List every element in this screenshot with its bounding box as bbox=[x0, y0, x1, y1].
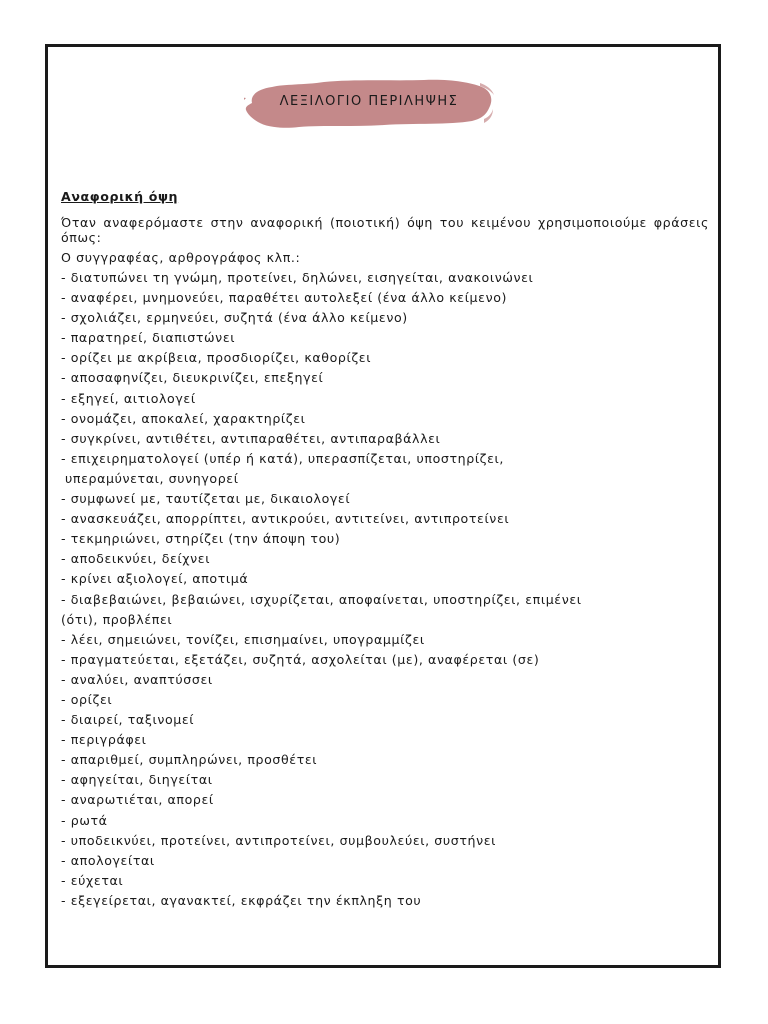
phrase-item bbox=[61, 529, 709, 549]
phrase-text: - απολογείται bbox=[61, 852, 155, 868]
intro-paragraph: Όταν αναφερόμαστε στην αναφορική (ποιοτική) όψη του κειμένου χρησιμοποιούμε φράσεις όπως: bbox=[61, 215, 709, 245]
phrase-item bbox=[61, 630, 709, 650]
phrase-text: - ορίζει με ακρίβεια, προσδιορίζει, καθορίζει bbox=[61, 350, 372, 366]
phrase-text: - αποσαφηνίζει, διευκρινίζει, επεξηγεί bbox=[61, 370, 324, 386]
phrase-text: - εύχεται bbox=[61, 872, 124, 888]
phrase-text: - ονομάζει, αποκαλεί, χαρακτηρίζει bbox=[61, 410, 306, 426]
phrase-item bbox=[61, 409, 709, 429]
phrase-item bbox=[61, 328, 709, 348]
phrase-text: - κρίνει αξιολογεί, αποτιμά bbox=[61, 571, 249, 587]
phrase-item bbox=[61, 308, 709, 328]
phrase-text: - ορίζει bbox=[61, 691, 113, 707]
section-heading: Αναφορική όψη bbox=[61, 189, 179, 204]
phrase-item bbox=[61, 750, 709, 770]
phrase-text: - υποδεικνύει, προτείνει, αντιπροτείνει, συμβουλεύει, συστήνει bbox=[61, 832, 497, 848]
phrase-text: - αναφέρει, μνημονεύει, παραθέτει αυτολεξεί (ένα άλλο κείμενο) bbox=[61, 290, 508, 306]
phrase-item bbox=[61, 811, 709, 831]
phrase-text: - διαιρεί, ταξινομεί bbox=[61, 712, 195, 728]
phrase-text: - παρατηρεί, διαπιστώνει bbox=[61, 330, 236, 346]
phrase-text: - περιγράφει bbox=[61, 732, 147, 748]
document-body bbox=[61, 187, 709, 911]
phrase-list bbox=[61, 268, 709, 911]
phrase-text: - εξηγεί, αιτιολογεί bbox=[61, 390, 196, 406]
phrase-item bbox=[61, 268, 709, 288]
phrase-item bbox=[61, 831, 709, 851]
phrase-item bbox=[61, 429, 709, 449]
phrase-text: - λέει, σημειώνει, τονίζει, επισημαίνει, υπογραμμίζει bbox=[61, 631, 425, 647]
phrase-text: - αναλύει, αναπτύσσει bbox=[61, 671, 213, 687]
phrase-item bbox=[61, 650, 709, 670]
page-title: ΛΕΞΙΛΟΓΙΟ ΠΕΡΙΛΗΨΗΣ bbox=[279, 94, 459, 109]
phrase-text: - διατυπώνει τη γνώμη, προτείνει, δηλώνει, εισηγείται, ανακοινώνει bbox=[61, 270, 534, 285]
phrase-text: - πραγματεύεται, εξετάζει, συζητά, ασχολείται (με), αναφέρεται (σε) bbox=[61, 651, 540, 667]
phrase-text: - σχολιάζει, ερμηνεύει, συζητά (ένα άλλο κείμενο) bbox=[61, 310, 408, 326]
phrase-item bbox=[61, 509, 709, 529]
phrase-text: - αφηγείται, διηγείται bbox=[61, 772, 213, 788]
phrase-item bbox=[61, 288, 709, 308]
phrase-item bbox=[61, 348, 709, 368]
phrase-item bbox=[61, 389, 709, 409]
phrase-item bbox=[61, 790, 709, 810]
phrase-item bbox=[61, 549, 709, 569]
phrase-text: - επιχειρηματολογεί (υπέρ ή κατά), υπερασπίζεται, υποστηρίζει, bbox=[61, 450, 505, 466]
phrase-item bbox=[61, 871, 709, 891]
phrase-item bbox=[61, 368, 709, 388]
phrase-text: - ανασκευάζει, απορρίπτει, αντικρούει, αντιτείνει, αντιπροτείνει bbox=[61, 511, 510, 527]
phrase-item bbox=[61, 851, 709, 871]
page-frame bbox=[45, 44, 721, 968]
phrase-text: - συγκρίνει, αντιθέτει, αντιπαραθέτει, αντιπαραβάλλει bbox=[61, 430, 441, 446]
intro-subject-line: Ο συγγραφέας, αρθρογράφος κλπ.: bbox=[61, 250, 301, 265]
phrase-item bbox=[61, 730, 709, 750]
phrase-text: - αναρωτιέται, απορεί bbox=[61, 792, 214, 808]
title-banner bbox=[244, 73, 494, 131]
phrase-text: - αποδεικνύει, δείχνει bbox=[61, 551, 211, 567]
phrase-item bbox=[61, 710, 709, 730]
phrase-item bbox=[61, 670, 709, 690]
phrase-item bbox=[61, 770, 709, 790]
phrase-item bbox=[61, 590, 709, 630]
phrase-continuation: (ότι), προβλέπει bbox=[61, 611, 173, 627]
phrase-item bbox=[61, 489, 709, 509]
phrase-text: - εξεγείρεται, αγανακτεί, εκφράζει την έκπληξη του bbox=[61, 892, 422, 908]
phrase-item bbox=[61, 569, 709, 589]
phrase-continuation: υπεραμύνεται, συνηγορεί bbox=[65, 470, 239, 486]
phrase-text: - ρωτά bbox=[61, 812, 108, 828]
phrase-text: - συμφωνεί με, ταυτίζεται με, δικαιολογεί bbox=[61, 491, 351, 507]
phrase-item bbox=[61, 690, 709, 710]
phrase-item bbox=[61, 891, 709, 911]
phrase-text: - διαβεβαιώνει, βεβαιώνει, ισχυρίζεται, αποφαίνεται, υποστηρίζει, επιμένει bbox=[61, 591, 582, 607]
phrase-text: - απαριθμεί, συμπληρώνει, προσθέτει bbox=[61, 752, 318, 768]
phrase-text: - τεκμηριώνει, στηρίζει (την άποψη του) bbox=[61, 531, 341, 547]
phrase-item bbox=[61, 449, 709, 489]
